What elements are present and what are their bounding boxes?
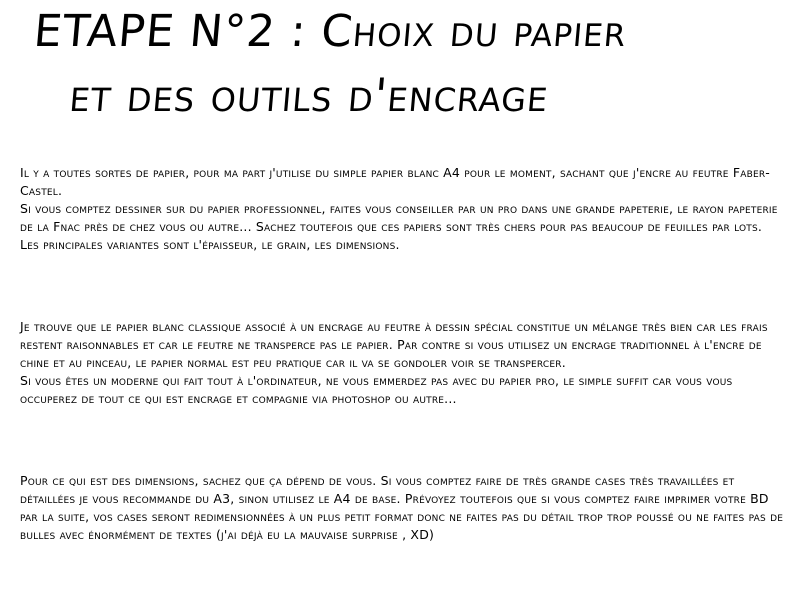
page-title-line-2: et des outils d'encrage	[67, 68, 551, 122]
paragraph-paper-types: Il y a toutes sortes de papier, pour ma part j'utilise du simple papier blanc A4 pour le moment, sachant que j'encre au feutre Faber-Castel. Si vous comptez dessiner sur du papier professionnel, faites vous conseiller par un pro dans une grande papeterie, le rayon papeterie de la Fnac près de chez vous ou autre... Sachez toutefois que ces papiers sont très chers pour pas beaucoup de feuilles par lots. Les principales variantes sont l'épaisseur, le grain, les dimensions.	[20, 165, 778, 252]
page-title-line-1: ETAPE N°2 : Choix du papier	[31, 6, 629, 57]
paragraph-dimensions: Pour ce qui est des dimensions, sachez que ça dépend de vous. Si vous comptez faire de très grande cases très travaillées et détaillées je vous recommande du A3, sinon utilisez le A4 de base. Prévoyez toutefois que si vous comptez faire imprimer votre BD par la suite, vos cases seront redimensionnées à un plus petit format donc ne faites pas du détail trop trop poussé ou ne faites pas de bulles avec énormément de textes (j'ai déjà eu la mauvaise surprise , XD)	[20, 473, 784, 542]
paragraph-inking-tools: Je trouve que le papier blanc classique associé à un encrage au feutre à dessin spécial constitue un mélange très bien car les frais restent raisonnables et car le feutre ne transperce pas le papier. Par contre si vous utilisez un encrage traditionnel à l'encre de chine et au pinceau, le papier normal est peu pratique car il va se gondoler voir se transpercer. Si vous êtes un moderne qui fait tout à l'ordinateur, ne vous emmerdez pas avec du papier pro, le simple suffit car vous vous occuperez de tout ce qui est encrage et compagnie via photoshop ou autre...	[20, 319, 768, 406]
